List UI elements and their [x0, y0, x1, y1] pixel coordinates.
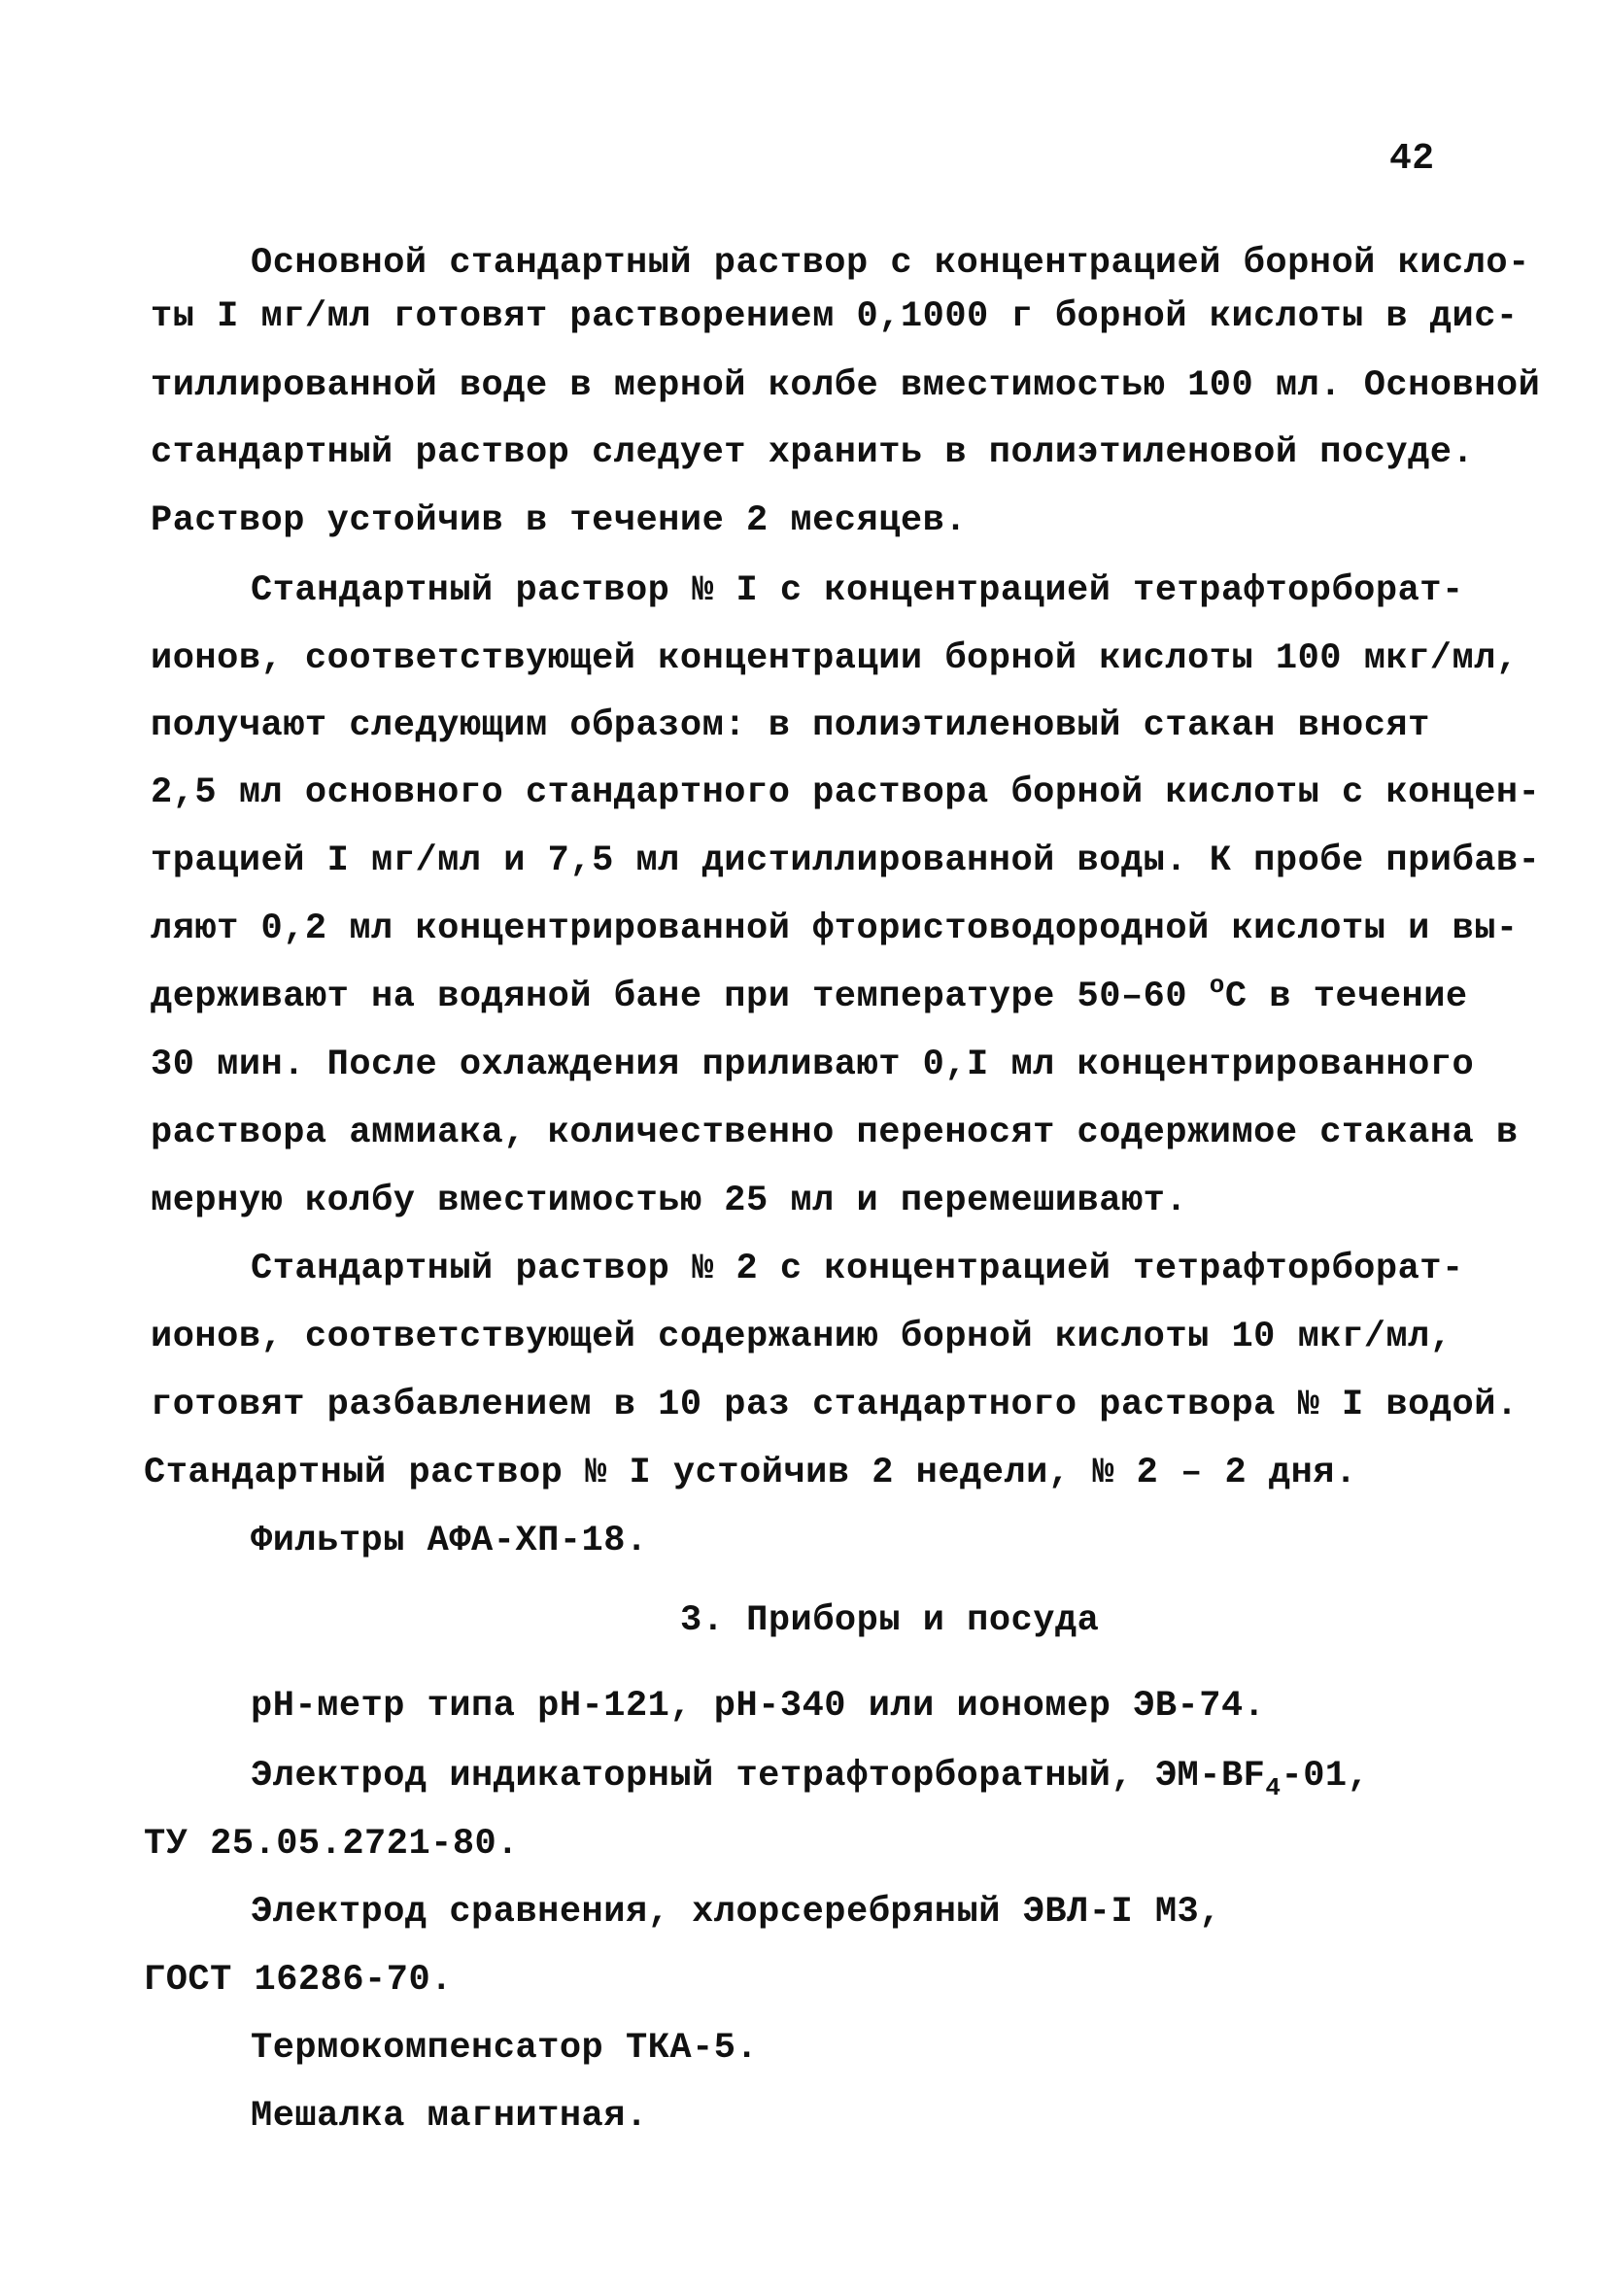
- page-number: 42: [1389, 138, 1435, 180]
- equipment-line-2: [251, 1754, 1369, 1800]
- paragraph-3-line-3: готовят разбавлением в 10 раз стандартного раствора № I водой.: [151, 1385, 1519, 1425]
- paragraph-1-line-3: тиллированной воде в мерной колбе вместимостью 100 мл. Основной: [151, 365, 1541, 406]
- paragraph-2-line-10: мерную колбу вместимостью 25 мл и перемешивают.: [151, 1181, 1188, 1221]
- paragraph-1-line-4: стандартный раствор следует хранить в полиэтиленовой посуде.: [151, 432, 1475, 473]
- section-heading: 3. Приборы и посуда: [680, 1600, 1100, 1641]
- paragraph-3-line-2: ионов, соответствующей содержанию борной кислоты 10 мкг/мл,: [151, 1317, 1453, 1357]
- paragraph-2-line-1: Стандартный раствор № I с концентрацией тетрафторборат-: [251, 570, 1464, 611]
- paragraph-2-line-9: раствора аммиака, количественно переносят содержимое стакана в: [151, 1113, 1519, 1153]
- paragraph-2-line-5: трацией I мг/мл и 7,5 мл дистиллированной воды. К пробе прибав-: [151, 840, 1541, 881]
- paragraph-2-line-4: 2,5 мл основного стандартного раствора борной кислоты с концен-: [151, 772, 1541, 813]
- equipment-line-4: Электрод сравнения, хлорсеребряный ЭВЛ-I М3,: [251, 1892, 1221, 1933]
- paragraph-2-line-7-text: держивают на водяной бане при температуре 50–60: [151, 977, 1210, 1017]
- filters-line: Фильтры АФА-ХП-18.: [251, 1521, 648, 1561]
- equipment-line-3: ТУ 25.05.2721-80.: [144, 1824, 519, 1865]
- paragraph-3-line-4: Стандартный раствор № I устойчив 2 недели, № 2 – 2 дня.: [144, 1453, 1357, 1493]
- paragraph-2-line-3: получают следующим образом: в полиэтиленовый стакан вносят: [151, 705, 1430, 746]
- paragraph-3-line-1: Стандартный раствор № 2 с концентрацией тетрафторборат-: [251, 1249, 1464, 1289]
- equipment-line-5: ГОСТ 16286-70.: [144, 1960, 453, 2001]
- paragraph-2-line-8: 30 мин. После охлаждения приливают 0,I мл концентрированного: [151, 1045, 1475, 1085]
- paragraph-2-line-2: ионов, соответствующей концентрации борной кислоты 100 мкг/мл,: [151, 638, 1519, 679]
- bf4-subscript: 4: [1265, 1773, 1282, 1802]
- equipment-line-6: Термокомпенсатор ТКА-5.: [251, 2028, 759, 2069]
- equipment-line-1: рН-метр типа рН-121, рН-340 или иономер ЭВ-74.: [251, 1686, 1266, 1727]
- paragraph-1-line-1: Основной стандартный раствор с концентрацией борной кисло-: [251, 243, 1530, 284]
- equipment-line-7: Мешалка магнитная.: [251, 2096, 648, 2137]
- paragraph-2-line-7: [151, 971, 1468, 1021]
- equipment-line-2-tail: -01,: [1281, 1756, 1370, 1797]
- equipment-line-2-text: Электрод индикаторный тетрафторборатный, ЭМ-BF: [251, 1756, 1266, 1797]
- paragraph-2-line-6: ляют 0,2 мл концентрированной фтористоводородной кислоты и вы-: [151, 908, 1519, 949]
- degree-superscript: о: [1209, 971, 1225, 1000]
- paragraph-1-line-2: ты I мг/мл готовят растворением 0,1000 г борной кислоты в дис-: [151, 296, 1519, 337]
- temperature-tail: С в течение: [1224, 977, 1468, 1017]
- paragraph-1-line-5: Раствор устойчив в течение 2 месяцев.: [151, 500, 968, 541]
